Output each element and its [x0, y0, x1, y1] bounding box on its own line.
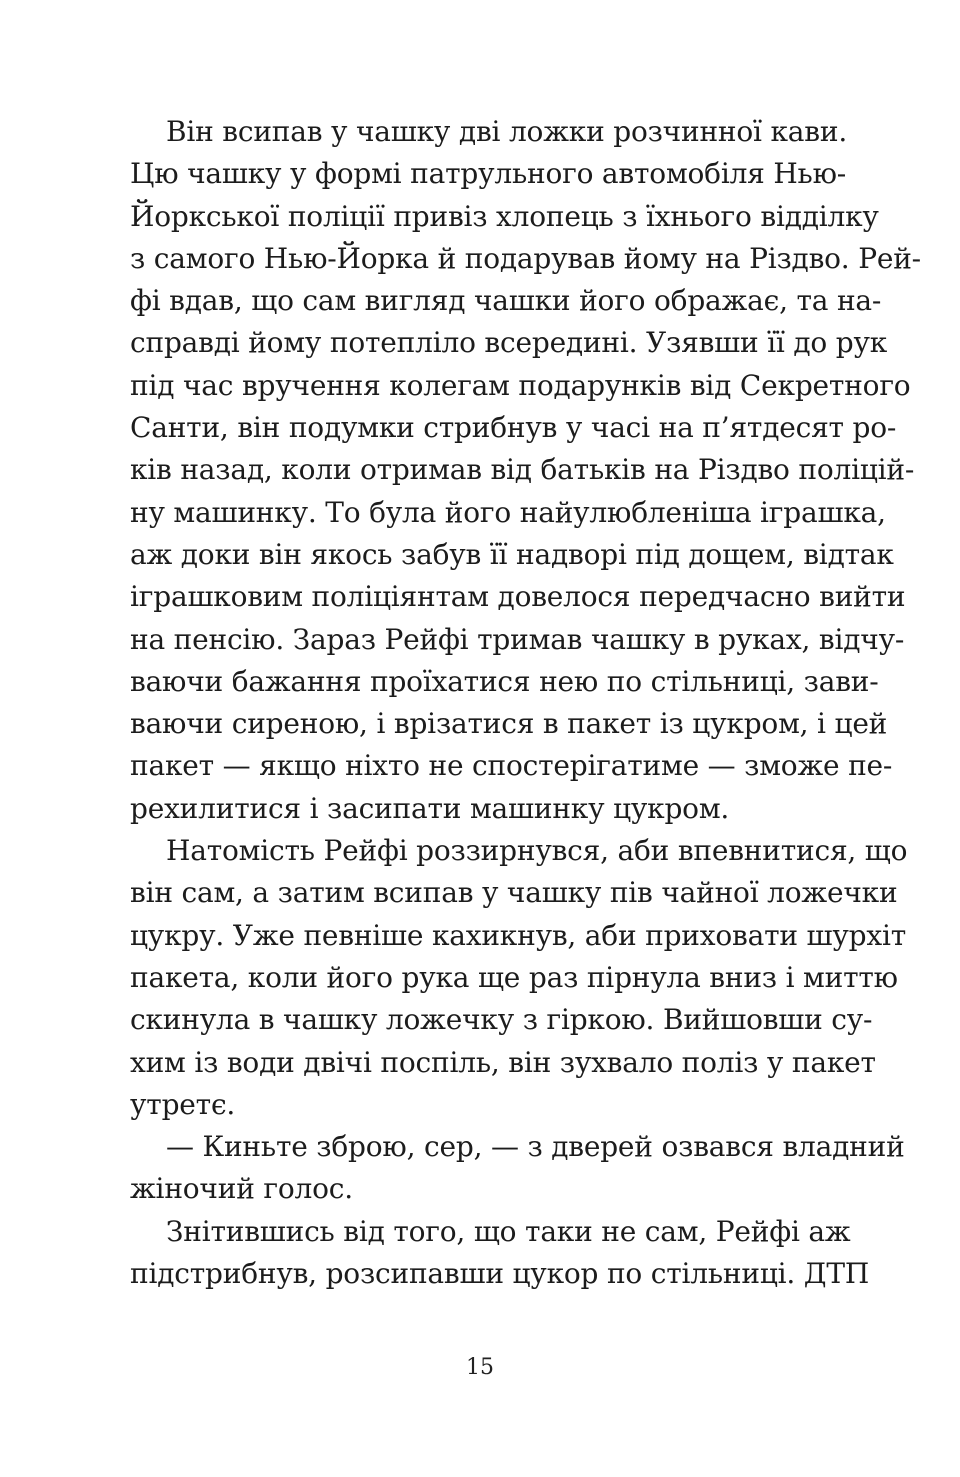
text-line: аж доки він якось забув її надворі під дощем, відтак	[130, 537, 894, 571]
text-line: справді йому потепліло всередині. Узявши її до рук	[130, 326, 888, 360]
text-line: на пенсію. Зараз Рейфі тримав чашку в руках, відчу-	[130, 622, 905, 656]
text-line: рехилитися і засипати машинку цукром.	[130, 791, 730, 825]
text-line: жіночий голос.	[130, 1172, 353, 1206]
text-line: фі вдав, що сам вигляд чашки його ображає, та на-	[130, 284, 882, 318]
text-line: ваючи сиреною, і врізатися в пакет із цукром, і цей	[130, 707, 888, 741]
text-line: Йоркської поліції привіз хлопець з їхнього відділку	[130, 199, 879, 233]
text-line: підстрибнув, розсипавши цукор по стільниці. ДТП	[130, 1257, 870, 1291]
text-line: іграшковим поліціянтам довелося передчасно вийти	[130, 580, 906, 614]
text-line: ваючи бажання проїхатися нею по стільниці, зави-	[130, 664, 879, 698]
text-line: скинула в чашку ложечку з гіркою. Вийшовши су-	[130, 1003, 873, 1037]
text-line: він сам, а затим всипав у чашку пів чайної ложечки	[130, 876, 898, 910]
text-line: ків назад, коли отримав від батьків на Різдво поліцій-	[130, 453, 915, 487]
body-text	[130, 111, 921, 1295]
text-line: — Киньте зброю, сер, — з дверей озвався владний	[166, 1130, 905, 1164]
page-number: 15	[466, 1355, 494, 1380]
text-line: хим із води двічі поспіль, він зухвало поліз у пакет	[130, 1045, 876, 1079]
text-line: Санти, він подумки стрибнув у часі на п’ятдесят ро-	[130, 411, 897, 445]
text-line: цукру. Уже певніше кахикнув, аби приховати шурхіт	[130, 918, 906, 952]
text-line: утретє.	[130, 1087, 236, 1121]
text-line: з самого Нью-Йорка й подарував йому на Різдво. Рей-	[130, 241, 921, 275]
text-line: Цю чашку у формі патрульного автомобіля Нью-	[130, 157, 847, 191]
text-line: під час вручення колегам подарунків від Секретного	[130, 368, 911, 402]
text-line: пакета, коли його рука ще раз пірнула вниз і миттю	[130, 960, 898, 994]
text-line: пакет — якщо ніхто не спостерігатиме — зможе пе-	[130, 749, 893, 783]
text-line: ну машинку. То була його найулюбленіша іграшка,	[130, 495, 886, 529]
text-line: Знітившись від того, що таки не сам, Рейфі аж	[166, 1214, 851, 1248]
text-line: Натомість Рейфі роззирнувся, аби впевнитися, що	[166, 834, 908, 868]
text-line: Він всипав у чашку дві ложки розчинної кави.	[166, 115, 848, 148]
